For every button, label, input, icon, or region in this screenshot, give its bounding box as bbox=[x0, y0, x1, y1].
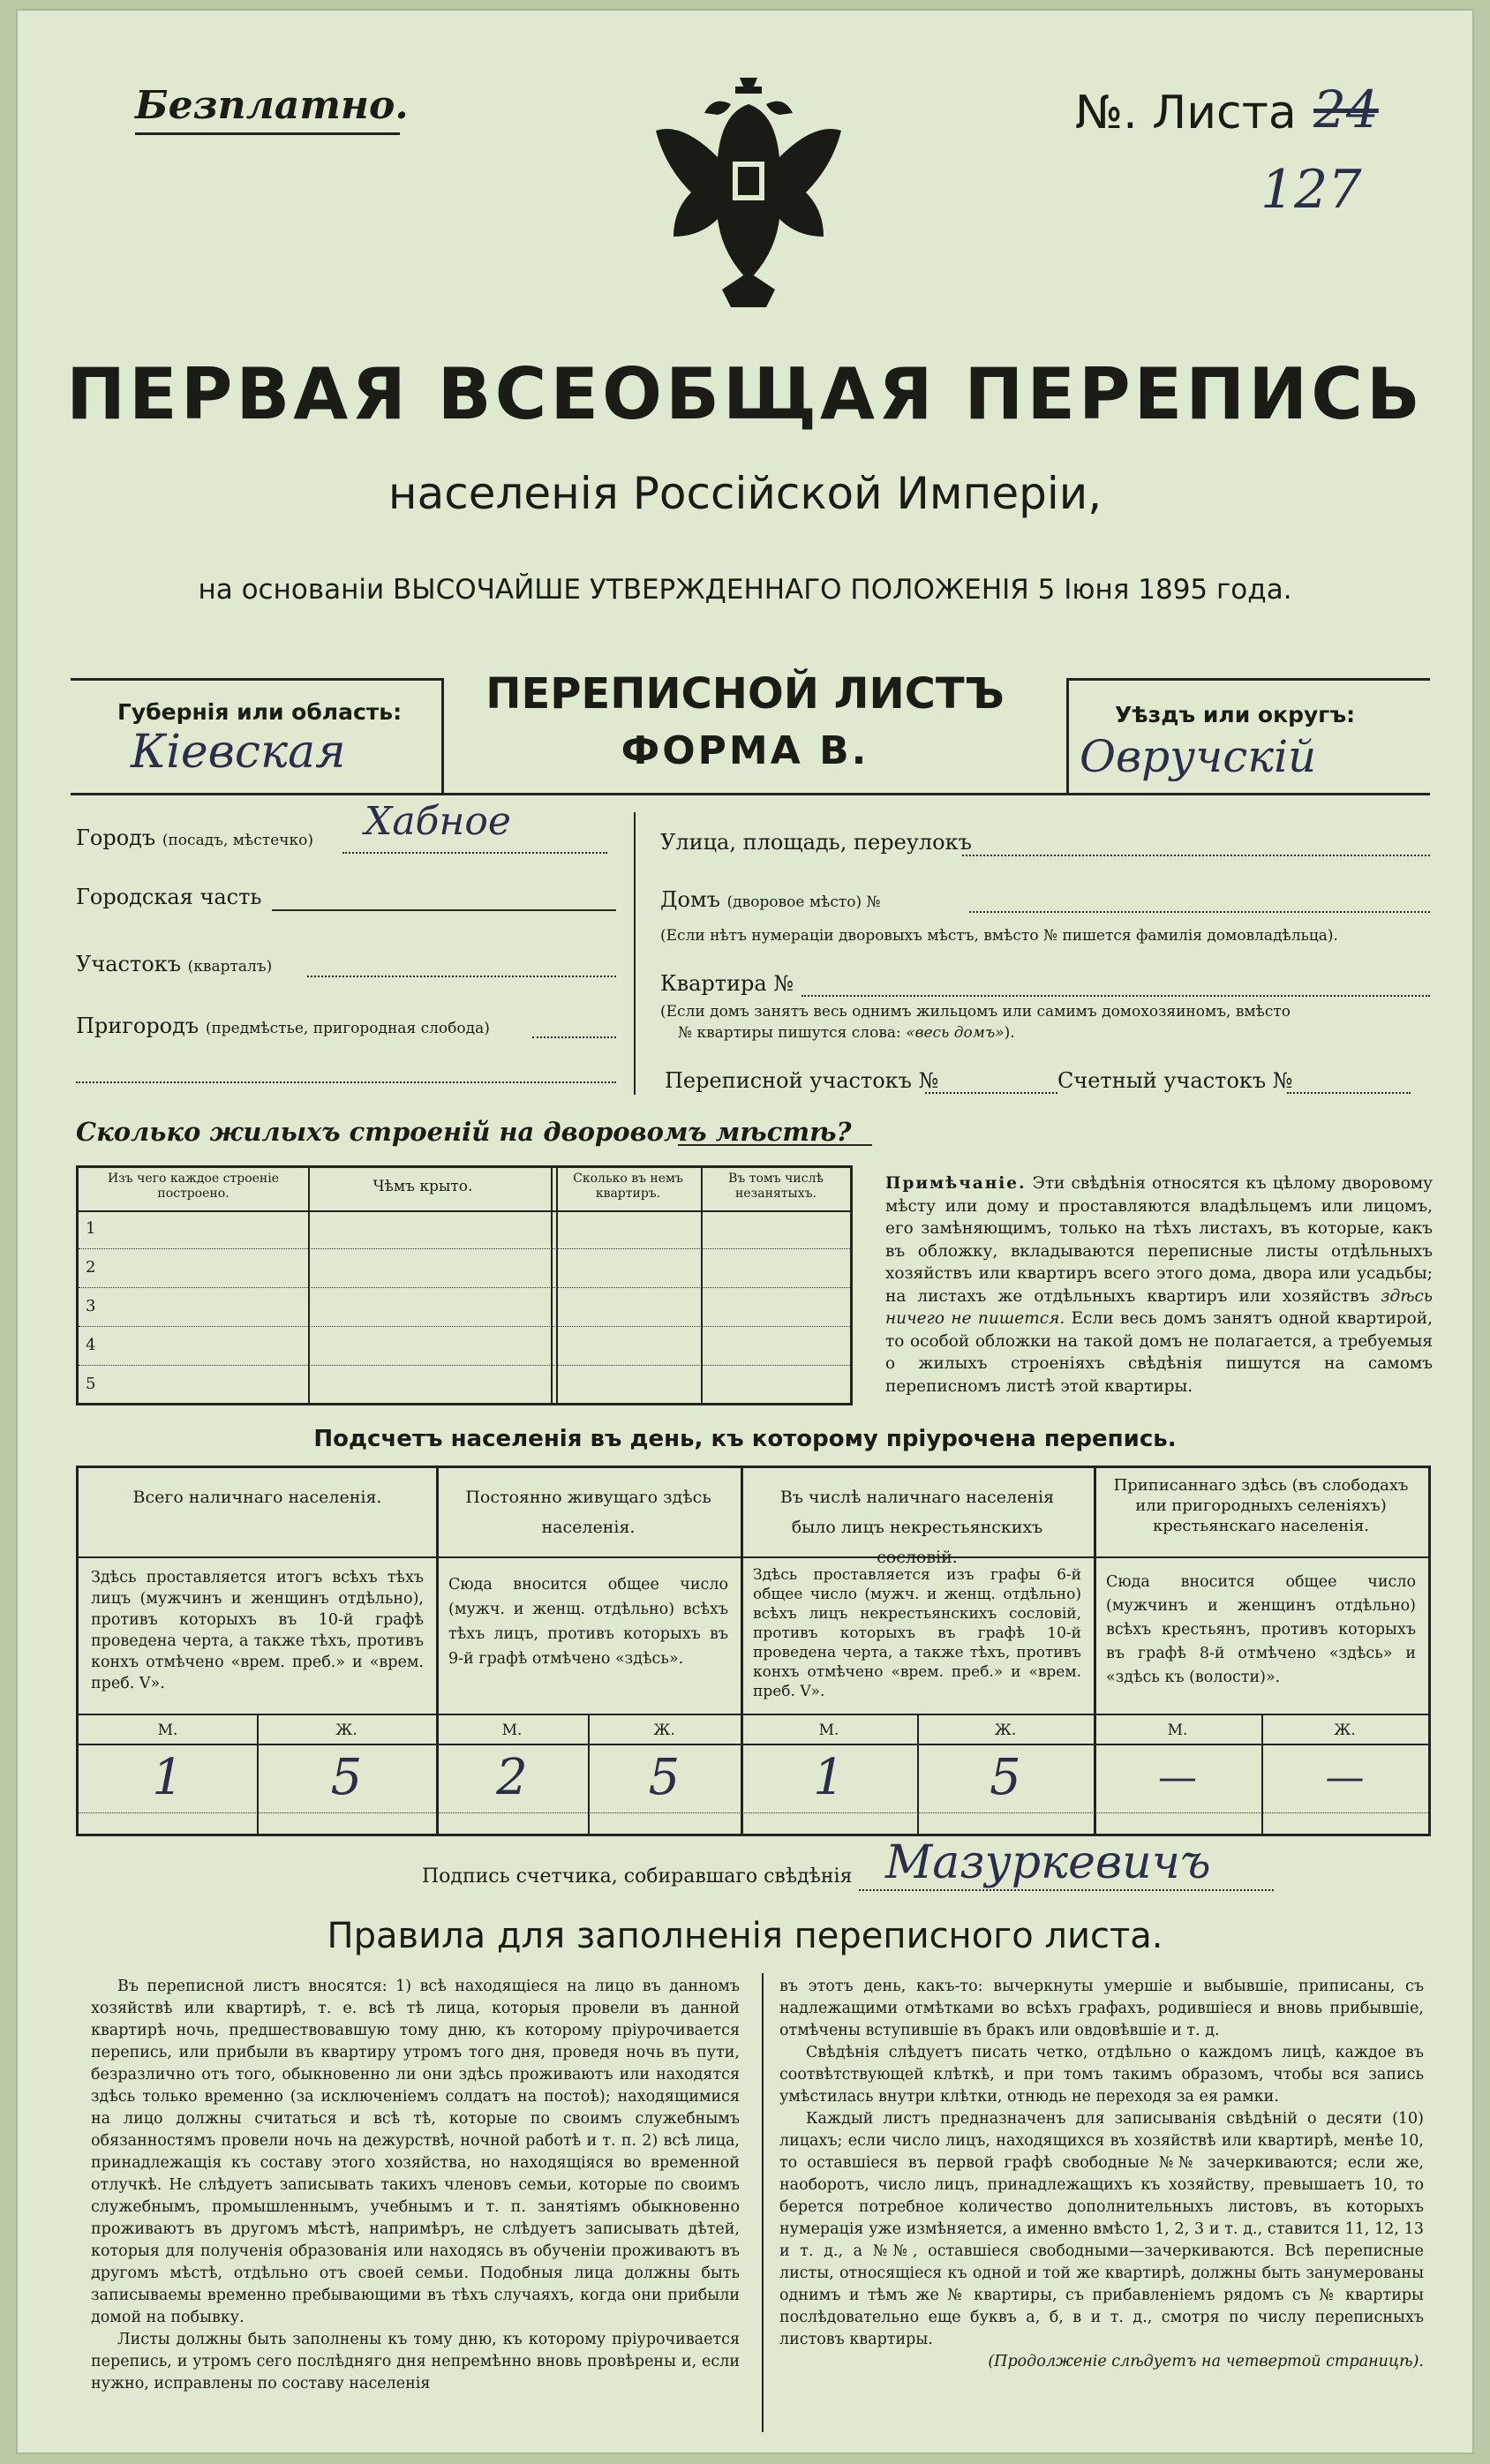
population-total-f-value: 5 bbox=[330, 1749, 363, 1806]
population-peasant-f-value: — bbox=[1325, 1755, 1365, 1800]
governorate-label: Губернія или область: bbox=[117, 699, 403, 725]
suburb-label: Пригородъ bbox=[76, 1013, 199, 1038]
population-table bbox=[76, 1466, 1431, 1836]
county-label: Уѣздъ или округъ: bbox=[1115, 702, 1356, 727]
rules-title: Правила для заполненія переписного листа. bbox=[327, 1916, 1163, 1956]
population-total-desc: Здѣсь проставляется итогъ всѣхъ тѣхъ лицъ (мужчинъ и женщинъ отдѣльно), противъ которыхъ въ 10-й графѣ проведена черта, а также тѣхъ, противъ конхъ отмѣчено «врем. преб.» и «врем. преб. V». bbox=[91, 1569, 424, 1692]
double-headed-eagle-emblem bbox=[651, 78, 846, 316]
counting-district-label: Счетный участокъ № bbox=[1057, 1068, 1293, 1093]
apartment-line bbox=[801, 995, 1430, 997]
rules-left-column bbox=[91, 1976, 740, 2395]
city-part-line bbox=[272, 909, 616, 911]
population-nonpeasant-m-value: 1 bbox=[813, 1749, 845, 1806]
rules-divider bbox=[762, 1973, 764, 2432]
counting-district-line bbox=[1287, 1092, 1411, 1094]
population-mf-rule bbox=[79, 1744, 1428, 1745]
street-line bbox=[962, 855, 1430, 856]
house-line bbox=[969, 911, 1430, 913]
governorate-value: Кіевская bbox=[131, 726, 346, 779]
city-line bbox=[342, 852, 607, 854]
census-subtitle: населенія Россійской Имперіи, bbox=[388, 468, 1102, 519]
suburb-line bbox=[532, 1036, 616, 1038]
city-label-group bbox=[76, 825, 313, 850]
population-total-f-label: Ж. bbox=[335, 1722, 357, 1739]
population-total-m-label: М. bbox=[157, 1722, 178, 1739]
suburb-hint: (предмѣстье, пригородная слобода) bbox=[205, 1020, 490, 1037]
population-nonpeasant-desc: Здѣсь проставляется изъ графы 6-й общее число (мужч. и женщ. отдѣльно) всѣхъ лицъ некрестьянскихъ сословій, противъ которыхъ въ графѣ 10-й проведена черта, а также тѣхъ, противъ конхъ отмѣчено «врем. преб.» и «врем. преб. V». bbox=[753, 1566, 1081, 1700]
signature-value: Мазуркевичъ bbox=[885, 1836, 1211, 1889]
buildings-col-roof: Чѣмъ крыто. bbox=[372, 1178, 473, 1195]
sheet-number-handwritten-2: 127 bbox=[1260, 159, 1362, 221]
population-peasant-m-value: — bbox=[1158, 1755, 1197, 1800]
city-value: Хабное bbox=[365, 799, 511, 844]
buildings-col-material: Изъ чего каждое строеніе построено. bbox=[107, 1172, 280, 1201]
population-permanent-m-value: 2 bbox=[496, 1749, 528, 1806]
population-nonpeasant-f-label: Ж. bbox=[994, 1722, 1017, 1739]
note-text-italic: здѣсь ничего не пишется. bbox=[885, 1286, 1433, 1328]
signature-line bbox=[859, 1889, 1274, 1891]
population-peasant-desc: Сюда вносится общее число (мужчинъ и женщинъ отдѣльно) всѣхъ крестьянъ, противъ которыхъ въ графѣ 8-й отмѣчено «здѣсь» и «здѣсь къ (волости)». bbox=[1106, 1573, 1416, 1686]
rules-left-paragraph-2: Листы должны быть заполнены къ тому дню, къ которому пріурочивается перепись, и утромъ сего послѣдняго дня непремѣнно вновь провѣрены и, если нужно, исправлены по составу населенія bbox=[91, 2331, 740, 2392]
rules-right-column bbox=[779, 1976, 1424, 2373]
census-form-page bbox=[16, 9, 1474, 2454]
district-hint: (кварталъ) bbox=[187, 958, 273, 976]
apartment-note-2: № квартиры пишутся слова: bbox=[678, 1024, 901, 1042]
buildings-question: Сколько жилыхъ строеній на дворовомъ мѣстѣ? bbox=[76, 1117, 852, 1147]
form-header-bottom-rule bbox=[71, 793, 1430, 795]
sheet-number-handwritten: 24 bbox=[1313, 79, 1379, 139]
population-total-head: Всего наличнаго населенія. bbox=[132, 1488, 382, 1507]
form-subtitle: ФОРМА В. bbox=[621, 728, 869, 773]
house-label-group bbox=[660, 887, 881, 912]
city-part-label: Городская часть bbox=[76, 885, 262, 909]
population-total-m-value: 1 bbox=[152, 1749, 184, 1806]
note-label: Примѣчаніе. bbox=[885, 1174, 1027, 1193]
population-permanent-desc: Сюда вносится общее число (мужч. и женщ. отдѣльно) всѣхъ тѣхъ лицъ, противъ которыхъ въ 9-й графѣ отмѣчено «здѣсь». bbox=[448, 1576, 728, 1668]
house-label: Домъ bbox=[660, 887, 720, 912]
free-label-underline bbox=[135, 132, 400, 135]
population-peasant-head: Приписаннаго здѣсь (въ слободахъ или пригородныхъ селеніяхъ) крестьянскаго населенія. bbox=[1113, 1476, 1409, 1535]
census-district-line bbox=[925, 1092, 1057, 1094]
district-label-group bbox=[76, 952, 272, 976]
apartment-note bbox=[660, 1001, 1430, 1044]
free-label: Безплатно. bbox=[135, 83, 409, 128]
house-note: (Если нѣтъ нумераціи дворовыхъ мѣстъ, вмѣсто № пишется фамилія домовладѣльца). bbox=[660, 927, 1338, 945]
suburb-line-2 bbox=[76, 1081, 616, 1083]
apartment-note-3: «весь домъ» bbox=[906, 1024, 1005, 1042]
rules-left-paragraph-1: Въ переписной листъ вносятся: 1) всѣ находящіеся на лицо въ данномъ хозяйствѣ или квартирѣ, т. е. всѣ тѣ лица, которыя провели въ данной квартирѣ ночь, предшествовавшую тому дню, къ которому пріурочивается перепись, или прибыли въ квартиру утромъ того дня, проведя ночь въ пути, безразлично отъ того, обыкновенно ли они здѣсь проживаютъ или находятся здѣсь только временно (за исключеніемъ солдатъ на постоѣ); находящимися на лицо должны считаться и всѣ тѣ, которые по своимъ служебнымъ обязанностямъ провели ночь на дежурствѣ, ночной работѣ и т. п. 2) всѣ лица, принадлежащія къ составу этого хозяйства, но находящіяся во временной отлучкѣ. Не слѣдуетъ записывать такихъ членовъ семьи, которые по своимъ служебнымъ, промышленнымъ, учебнымъ и т. п. занятіямъ обыкновенно проживаютъ въ другомъ мѣстѣ, напримѣръ, не слѣдуетъ записывать дѣтей, которыя для полученія образованія или находясь въ обученіи проживаютъ въ другомъ мѣстѣ, отдѣльно отъ своей семьи. Подобныя лица должны быть записываемы временно пребывающими въ тѣхъ случаяхъ, когда они прибыли домой на побывку. bbox=[91, 1978, 740, 2326]
buildings-row: 1 bbox=[79, 1210, 850, 1249]
city-hint: (посадъ, мѣстечко) bbox=[162, 832, 313, 849]
district-label: Участокъ bbox=[76, 952, 181, 976]
apartment-note-4: ). bbox=[1004, 1024, 1015, 1042]
population-title: Подсчетъ населенія въ день, къ которому пріурочена перепись. bbox=[313, 1426, 1177, 1452]
population-nonpeasant-head: Въ числѣ наличнаго населенія было лицъ некрестьянскихъ сословій. bbox=[779, 1488, 1055, 1567]
buildings-question-line bbox=[678, 1144, 872, 1146]
rules-right-paragraph-3: Каждый листъ предназначенъ для записыванія свѣдѣній о десяти (10) лицахъ; если число лицъ, находящихся въ хозяйствѣ или квартирѣ, менѣе 10, то оставшіеся въ первой графѣ свободные №№ зачеркиваются; если же, наоборотъ, число лицъ, принадлежащихъ къ хозяйству, превышаетъ 10, то берется потребное количество дополнительныхъ листовъ, въ которыхъ нумерація уже измѣняется, а именно вмѣсто 1, 2, 3 и т. д., ставится 11, 12, 13 и т. д., а №№, оставшіеся свободными—зачеркиваются. Всѣ переписные листы, относящіеся къ одной и той же квартирѣ, должны быть занумерованы однимъ и тѣмъ же № квартиры, съ прибавленіемъ рядомъ съ № квартиры послѣдовательно еще буквъ а, б, в и т. д., смотря по числу переписныхъ листовъ квартиры. bbox=[779, 2110, 1424, 2348]
street-label: Улица, площадь, переулокъ bbox=[660, 830, 972, 855]
population-permanent-m-label: М. bbox=[501, 1722, 523, 1739]
population-permanent-f-value: 5 bbox=[648, 1749, 681, 1806]
population-permanent-f-label: Ж. bbox=[653, 1722, 675, 1739]
suburb-label-group bbox=[76, 1013, 490, 1038]
buildings-row: 2 bbox=[79, 1249, 850, 1288]
census-district-label: Переписной участокъ № bbox=[665, 1068, 939, 1093]
buildings-row: 3 bbox=[79, 1288, 850, 1327]
note-text-2: Если весь домъ занятъ одной квартирой, то особой обложки на такой домъ не полагается, а требуемыя о жилыхъ строеніяхъ свѣдѣнія пишутся на самомъ переписномъ листѣ этой квартиры. bbox=[885, 1309, 1433, 1396]
form-title: ПЕРЕПИСНОЙ ЛИСТЪ bbox=[485, 669, 1005, 719]
buildings-row: 5 bbox=[86, 1375, 96, 1393]
note-text-1: Эти свѣдѣнія относятся къ цѣлому дворовому мѣсту или дому и проставляются владѣльцемъ или лицомъ, его замѣняющимъ, только на тѣхъ листахъ, въ которые, какъ въ обложку, вкладываются переписные листы отдѣльныхъ хозяйствъ или квартиръ всего этого дома, двора или усадьбы; на листахъ же отдѣльныхъ квартиръ или хозяйствъ bbox=[885, 1174, 1433, 1306]
rules-right-paragraph-2: Свѣдѣнія слѣдуетъ писать четко, отдѣльно о каждомъ лицѣ, каждое въ соотвѣтствующей клѣткѣ, и при томъ такимъ образомъ, чтобы вся запись умѣстилась внутри клѣтки, отнюдь не переходя за ея рамки. bbox=[779, 2044, 1424, 2106]
buildings-col-apartments: Сколько въ немъ квартиръ. bbox=[573, 1172, 683, 1201]
rules-continued: (Продолженіе слѣдуетъ на четвертой страницѣ). bbox=[988, 2353, 1424, 2370]
population-nonpeasant-m-label: М. bbox=[818, 1722, 839, 1739]
rules-right-paragraph-1: въ этотъ день, какъ-то: вычеркнуты умершіе и выбывшіе, приписаны, съ надлежащими отмѣтками во всѣхъ графахъ, родившіеся и вновь прибывшіе, отмѣчены вступившіе въ бракъ или овдовѣвшіе и т. д. bbox=[779, 1978, 1424, 2039]
population-head-rule bbox=[79, 1556, 1428, 1558]
buildings-note bbox=[885, 1172, 1433, 1398]
buildings-table bbox=[76, 1165, 853, 1405]
signature-label: Подпись счетчика, собиравшаго свѣдѣнія bbox=[422, 1865, 853, 1888]
census-main-title: ПЕРВАЯ ВСЕОБЩАЯ ПЕРЕПИСЬ bbox=[66, 353, 1424, 435]
house-hint: (дворовое мѣсто) № bbox=[726, 893, 881, 911]
apartment-label: Квартира № bbox=[660, 971, 794, 996]
population-peasant-f-label: Ж. bbox=[1334, 1722, 1356, 1739]
buildings-rows bbox=[79, 1210, 850, 1405]
buildings-col-vacant: Въ томъ числѣ незанятыхъ. bbox=[728, 1172, 824, 1201]
population-value-dotted bbox=[79, 1812, 1428, 1813]
population-peasant-m-label: М. bbox=[1167, 1722, 1188, 1739]
address-divider bbox=[634, 812, 636, 1095]
population-nonpeasant-f-value: 5 bbox=[990, 1749, 1021, 1806]
county-value: Овручскій bbox=[1080, 731, 1317, 782]
sheet-number-label: №. Листа bbox=[1075, 87, 1297, 139]
population-permanent-head: Постоянно живущаго здѣсь населенія. bbox=[465, 1488, 711, 1537]
district-line bbox=[307, 976, 616, 977]
city-label: Городъ bbox=[76, 825, 156, 850]
apartment-note-1: (Если домъ занятъ весь однимъ жильцомъ или самимъ домохозяиномъ, вмѣсто bbox=[660, 1003, 1291, 1021]
census-basis: на основаніи ВЫСОЧАЙШЕ УТВЕРЖДЕННАГО ПОЛОЖЕНІЯ 5 Іюня 1895 года. bbox=[198, 574, 1292, 606]
buildings-row: 4 bbox=[79, 1327, 850, 1366]
